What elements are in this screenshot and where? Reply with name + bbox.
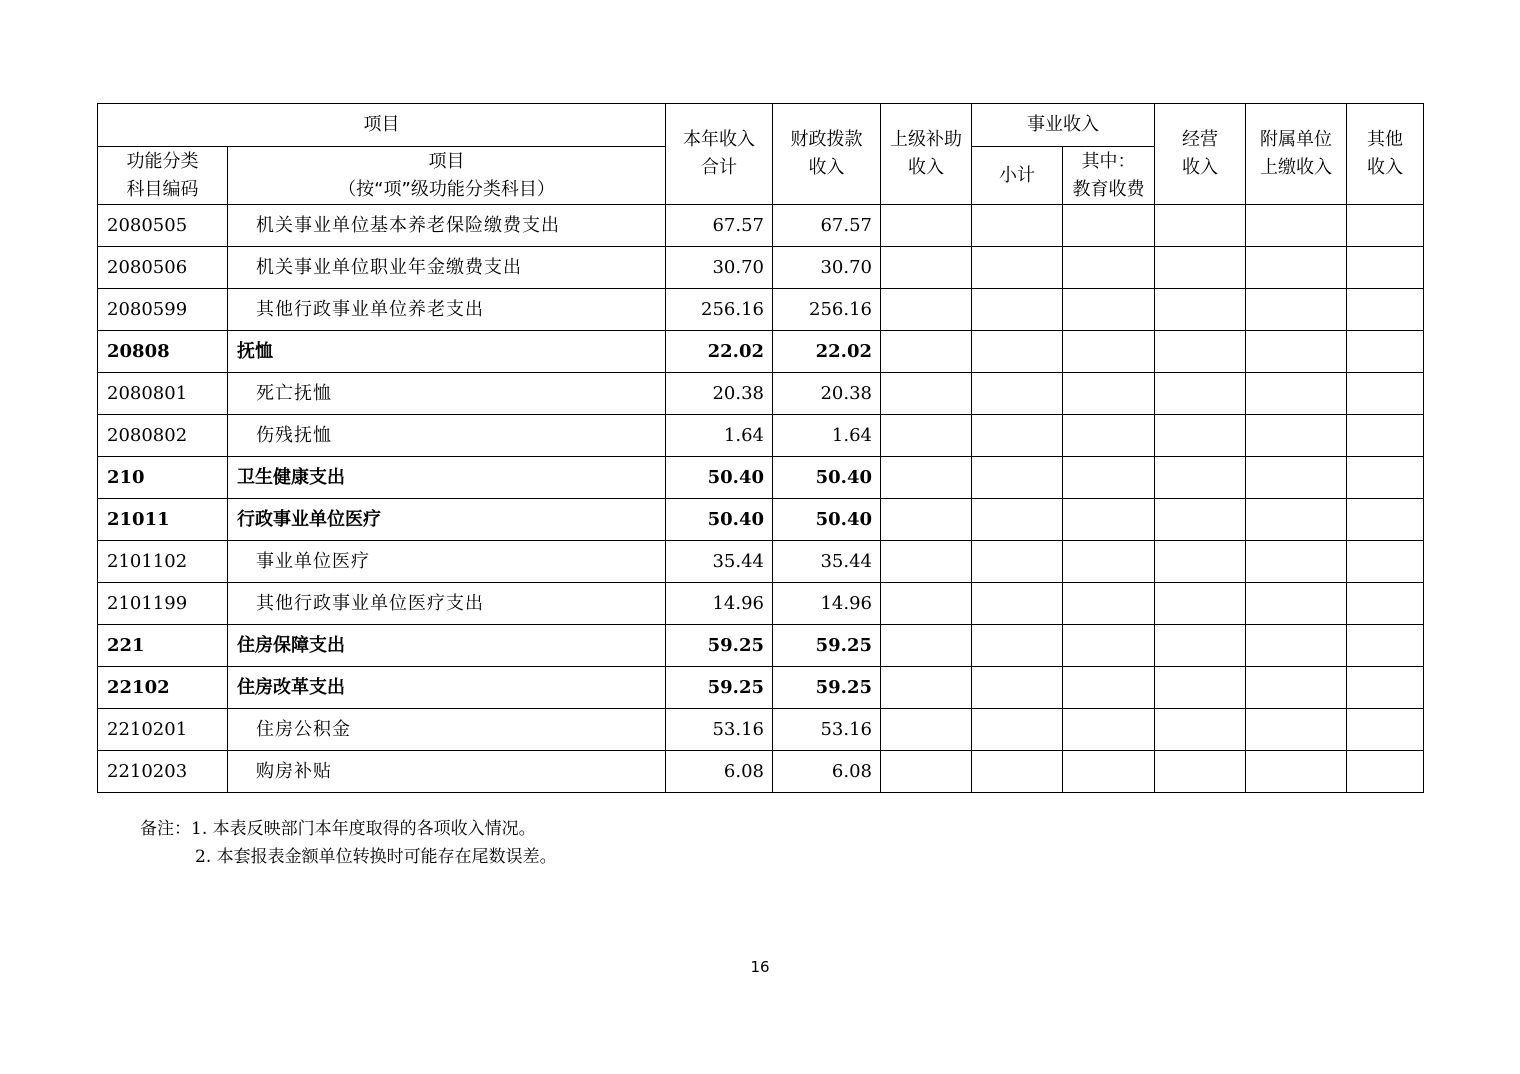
empty-cell — [1347, 457, 1424, 499]
empty-cell — [1246, 625, 1347, 667]
empty-cell — [1063, 415, 1155, 457]
empty-cell — [1063, 751, 1155, 793]
table-row — [98, 331, 1424, 373]
table-row — [98, 667, 1424, 709]
header-item: 项目 （按“项”级功能分类科目） — [228, 147, 666, 205]
empty-cell — [1347, 289, 1424, 331]
row-total: 59.25 — [666, 625, 773, 667]
note-line-2: 2. 本套报表金额单位转换时可能存在尾数误差。 — [195, 847, 557, 867]
empty-cell — [972, 499, 1063, 541]
empty-cell — [1155, 751, 1246, 793]
header-business: 经营 收入 — [1155, 104, 1246, 205]
row-code: 2080802 — [98, 415, 228, 457]
empty-cell — [1347, 625, 1424, 667]
row-fiscal: 256.16 — [773, 289, 881, 331]
header-career: 事业收入 — [972, 104, 1155, 147]
row-fiscal: 59.25 — [773, 667, 881, 709]
notes — [140, 815, 557, 871]
empty-cell — [1347, 667, 1424, 709]
empty-cell — [972, 751, 1063, 793]
row-code: 221 — [98, 625, 228, 667]
empty-cell — [1063, 373, 1155, 415]
empty-cell — [1246, 667, 1347, 709]
row-total: 50.40 — [666, 457, 773, 499]
empty-cell — [1063, 625, 1155, 667]
empty-cell — [1347, 247, 1424, 289]
empty-cell — [1063, 247, 1155, 289]
row-fiscal: 50.40 — [773, 499, 881, 541]
empty-cell — [1155, 457, 1246, 499]
row-name: 伤残抚恤 — [228, 415, 666, 457]
empty-cell — [1155, 415, 1246, 457]
empty-cell — [1347, 331, 1424, 373]
note-line-1: 备注：1. 本表反映部门本年度取得的各项收入情况。 — [140, 819, 536, 839]
header-project: 项目 — [98, 104, 666, 147]
row-total: 67.57 — [666, 205, 773, 247]
row-fiscal: 67.57 — [773, 205, 881, 247]
page-number: 16 — [750, 958, 770, 976]
row-total: 30.70 — [666, 247, 773, 289]
empty-cell — [881, 541, 972, 583]
row-fiscal: 20.38 — [773, 373, 881, 415]
empty-cell — [1155, 247, 1246, 289]
header-other: 其他 收入 — [1347, 104, 1424, 205]
empty-cell — [1155, 499, 1246, 541]
empty-cell — [1246, 709, 1347, 751]
row-code: 21011 — [98, 499, 228, 541]
empty-cell — [1155, 205, 1246, 247]
row-code: 2080599 — [98, 289, 228, 331]
empty-cell — [1063, 499, 1155, 541]
empty-cell — [881, 289, 972, 331]
row-total: 6.08 — [666, 751, 773, 793]
empty-cell — [881, 331, 972, 373]
row-name: 其他行政事业单位养老支出 — [228, 289, 666, 331]
empty-cell — [1155, 331, 1246, 373]
empty-cell — [1246, 583, 1347, 625]
row-name: 购房补贴 — [228, 751, 666, 793]
empty-cell — [881, 415, 972, 457]
row-code: 2101199 — [98, 583, 228, 625]
table-row — [98, 751, 1424, 793]
table-row — [98, 625, 1424, 667]
empty-cell — [1246, 541, 1347, 583]
empty-cell — [1155, 289, 1246, 331]
row-fiscal: 14.96 — [773, 583, 881, 625]
empty-cell — [1246, 751, 1347, 793]
empty-cell — [1155, 667, 1246, 709]
table-row — [98, 499, 1424, 541]
empty-cell — [972, 289, 1063, 331]
empty-cell — [1347, 709, 1424, 751]
empty-cell — [972, 331, 1063, 373]
empty-cell — [881, 247, 972, 289]
empty-cell — [972, 415, 1063, 457]
header-subtotal: 小计 — [972, 147, 1063, 205]
empty-cell — [881, 457, 972, 499]
empty-cell — [881, 709, 972, 751]
header-superior: 上级补助 收入 — [881, 104, 972, 205]
empty-cell — [1155, 709, 1246, 751]
empty-cell — [972, 373, 1063, 415]
row-total: 14.96 — [666, 583, 773, 625]
row-code: 2210201 — [98, 709, 228, 751]
row-name: 行政事业单位医疗 — [228, 499, 666, 541]
row-name: 抚恤 — [228, 331, 666, 373]
row-code: 2080506 — [98, 247, 228, 289]
row-name: 机关事业单位基本养老保险缴费支出 — [228, 205, 666, 247]
empty-cell — [1347, 205, 1424, 247]
row-code: 210 — [98, 457, 228, 499]
row-code: 20808 — [98, 331, 228, 373]
empty-cell — [881, 751, 972, 793]
empty-cell — [881, 373, 972, 415]
row-name: 卫生健康支出 — [228, 457, 666, 499]
table-row — [98, 373, 1424, 415]
empty-cell — [1347, 415, 1424, 457]
empty-cell — [1347, 499, 1424, 541]
empty-cell — [1063, 583, 1155, 625]
row-name: 其他行政事业单位医疗支出 — [228, 583, 666, 625]
empty-cell — [1063, 457, 1155, 499]
empty-cell — [972, 583, 1063, 625]
row-total: 59.25 — [666, 667, 773, 709]
table-row — [98, 457, 1424, 499]
empty-cell — [1246, 331, 1347, 373]
empty-cell — [972, 457, 1063, 499]
empty-cell — [1246, 373, 1347, 415]
row-name: 死亡抚恤 — [228, 373, 666, 415]
row-fiscal: 59.25 — [773, 625, 881, 667]
row-name: 住房公积金 — [228, 709, 666, 751]
row-name: 事业单位医疗 — [228, 541, 666, 583]
table-row — [98, 289, 1424, 331]
row-fiscal: 53.16 — [773, 709, 881, 751]
empty-cell — [972, 625, 1063, 667]
row-name: 住房保障支出 — [228, 625, 666, 667]
row-total: 22.02 — [666, 331, 773, 373]
row-total: 35.44 — [666, 541, 773, 583]
empty-cell — [1347, 583, 1424, 625]
empty-cell — [1063, 667, 1155, 709]
empty-cell — [881, 583, 972, 625]
empty-cell — [1063, 331, 1155, 373]
header-affiliated: 附属单位 上缴收入 — [1246, 104, 1347, 205]
row-code: 2101102 — [98, 541, 228, 583]
row-code: 2080801 — [98, 373, 228, 415]
row-fiscal: 50.40 — [773, 457, 881, 499]
empty-cell — [1063, 709, 1155, 751]
table-row — [98, 541, 1424, 583]
row-code: 22102 — [98, 667, 228, 709]
empty-cell — [1246, 205, 1347, 247]
header-total: 本年收入 合计 — [666, 104, 773, 205]
header-edu: 其中： 教育收费 — [1063, 147, 1155, 205]
empty-cell — [881, 625, 972, 667]
table-row — [98, 583, 1424, 625]
empty-cell — [1155, 583, 1246, 625]
row-code: 2210203 — [98, 751, 228, 793]
empty-cell — [881, 667, 972, 709]
empty-cell — [972, 667, 1063, 709]
empty-cell — [1246, 289, 1347, 331]
empty-cell — [1347, 751, 1424, 793]
empty-cell — [1246, 415, 1347, 457]
empty-cell — [972, 247, 1063, 289]
empty-cell — [1155, 541, 1246, 583]
empty-cell — [1347, 373, 1424, 415]
row-fiscal: 6.08 — [773, 751, 881, 793]
row-fiscal: 1.64 — [773, 415, 881, 457]
row-fiscal: 22.02 — [773, 331, 881, 373]
empty-cell — [972, 709, 1063, 751]
empty-cell — [1155, 373, 1246, 415]
row-name: 住房改革支出 — [228, 667, 666, 709]
row-total: 50.40 — [666, 499, 773, 541]
empty-cell — [881, 499, 972, 541]
row-total: 1.64 — [666, 415, 773, 457]
empty-cell — [881, 205, 972, 247]
income-table — [97, 103, 1424, 793]
header-code: 功能分类 科目编码 — [98, 147, 228, 205]
row-total: 53.16 — [666, 709, 773, 751]
row-code: 2080505 — [98, 205, 228, 247]
empty-cell — [1063, 541, 1155, 583]
empty-cell — [1155, 625, 1246, 667]
header-fiscal: 财政拨款 收入 — [773, 104, 881, 205]
empty-cell — [972, 541, 1063, 583]
empty-cell — [1246, 457, 1347, 499]
row-total: 20.38 — [666, 373, 773, 415]
row-name: 机关事业单位职业年金缴费支出 — [228, 247, 666, 289]
table-row — [98, 247, 1424, 289]
table-row — [98, 709, 1424, 751]
table-row — [98, 415, 1424, 457]
row-fiscal: 35.44 — [773, 541, 881, 583]
table-row — [98, 205, 1424, 247]
row-fiscal: 30.70 — [773, 247, 881, 289]
empty-cell — [972, 205, 1063, 247]
empty-cell — [1347, 541, 1424, 583]
row-total: 256.16 — [666, 289, 773, 331]
empty-cell — [1063, 289, 1155, 331]
empty-cell — [1246, 499, 1347, 541]
empty-cell — [1063, 205, 1155, 247]
empty-cell — [1246, 247, 1347, 289]
